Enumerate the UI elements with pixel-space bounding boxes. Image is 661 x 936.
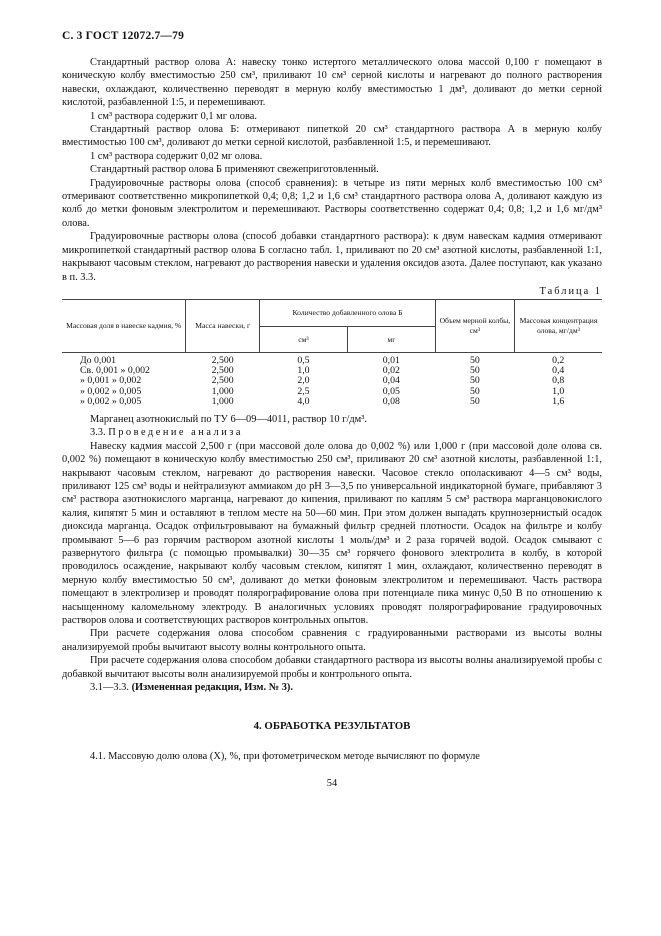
table-cell: 50	[469, 375, 480, 387]
table-header-flask-volume: Объем мерной колбы, см³	[435, 299, 514, 352]
table-row	[62, 352, 602, 366]
table-cell: 0,4	[552, 365, 565, 377]
table-cell: 50	[469, 385, 480, 397]
table-cell: 4,0	[297, 395, 310, 407]
table-cell: » 0,001 » 0,002	[80, 375, 142, 387]
table-header-mass-fraction: Массовая доля в навеске кадмия, %	[62, 299, 186, 352]
table-cell: 1,0	[297, 365, 310, 377]
subsection-number: 3.3.	[90, 427, 106, 439]
table-cell: » 0,002 » 0,005	[80, 395, 142, 407]
table-cell: 2,500	[211, 365, 234, 377]
data-table	[62, 299, 602, 407]
table-row	[62, 397, 602, 407]
table-cell: 1,000	[211, 395, 234, 407]
page-number: 54	[326, 777, 338, 789]
paragraph-standard-a: Стандартный раствор олова А: навеску тонко истертого металлического олова массой 0,100 г помещают в коническую колбу вместимостью 250 см³, приливают 10 см³ серной кислоты и нагревают до полного растворения навески, охлаждают, количественно переводят в мерную колбу вместимостью 1 дм³, доливают до метки серной кислотой, разбавленной 1:5, и перемешивают.	[62, 57, 602, 109]
paragraph-addition-calc: При расчете содержания олова способом добавки стандартного раствора из высоты волны анализируемой пробы с добавкой вычитают высоты волн анализируемой пробы и контрольного опыта.	[62, 655, 602, 680]
paragraph-manganese: Марганец азотнокислый по ТУ 6—09—4011, раствор 10 г/дм³.	[90, 413, 367, 425]
table-cell: 1,0	[552, 385, 565, 397]
paragraph-calibration-addition: Градуировочные растворы олова (способ добавки стандартного раствора): к двум навескам кадмия отмеривают микропипеткой стандартный раствор олова Б согласно табл. 1, приливают по 20 см³ азотной кислоты, разбавленной 1:1, накрывают часовым стеклом, нагревают до растворения навески и удаления оксидов азота. Далее поступают, как указано в п. 3.3.	[62, 231, 602, 283]
table-cell: 2,0	[297, 375, 310, 387]
table-cell: 0,2	[552, 354, 565, 366]
table-cell: 0,02	[382, 365, 400, 377]
table-row	[62, 387, 602, 397]
paragraph-standard-b: Стандартный раствор олова Б: отмеривают пипеткой 20 см³ стандартного раствора А в мерную колбу вместимостью 100 см³, доливают до метки серной кислотой, разбавленной 1:5, и перемешивают.	[62, 124, 602, 149]
table-cell: 0,04	[382, 375, 400, 387]
table-cell: 2,500	[211, 354, 234, 366]
table-cell: 0,01	[382, 354, 400, 366]
table-cell: 0,5	[297, 354, 310, 366]
paragraph-calibration-comparison: Градуировочные растворы олова (способ сравнения): в четыре из пяти мерных колб вместимостью 100 см³ отмеривают соответственно микропипеткой 0,4; 0,8; 1,2 и 1,6 см³ стандартного раствора олова А, доливают каждую из колб до метки фоновым электролитом и перемешивают. Растворы соответственно содержат 0,4; 0,8; 1,2 и 1,6 мг/дм³ олова.	[62, 177, 602, 229]
section-4-title: 4. ОБРАБОТКА РЕЗУЛЬТАТОВ	[253, 720, 411, 733]
table-cell: 0,05	[382, 385, 400, 397]
amendment-prefix: 3.1—3.3.	[90, 682, 129, 694]
table-cell: 2,5	[297, 385, 310, 397]
table-cell: 50	[469, 365, 480, 377]
subsection-heading	[62, 426, 602, 439]
paragraph-a-content: 1 см³ раствора содержит 0,1 мг олова.	[90, 110, 258, 122]
document-page	[62, 30, 602, 789]
table-row	[62, 366, 602, 376]
table-cell: 0,8	[552, 375, 565, 387]
table-cell: 1,000	[211, 385, 234, 397]
paragraph-b-fresh: Стандартный раствор олова Б применяют свежеприготовленный.	[90, 164, 379, 176]
amendment-note	[62, 681, 602, 694]
table-row	[62, 376, 602, 386]
table-header-mg: мг	[347, 327, 435, 352]
table-cell: Св. 0,001 » 0,002	[80, 365, 150, 377]
table-cell: 50	[469, 395, 480, 407]
table-header-added-tin: Количество добавленного олова Б	[260, 299, 436, 327]
paragraph-analysis-procedure: Навеску кадмия массой 2,500 г (при массовой доле олова до 0,002 %) или 1,000 г (при массовой доле олова св. 0,002 %) помещают в коническую колбу вместимостью 250 см³, приливают 20 см³ азотной кислоты, разбавленной 1:1, накрывают часовым стеклом, нагревают до растворения навески. Часовое стекло ополаскивают 4—5 см³ воды, приливают 125 см³ воды и нейтрализуют аммиаком до рН 3—3,5 по универсальной индикаторной бумаге, прибавляют 3 см³ раствора азотнокислого марганца, нагревают до кипения, приливают по каплям 5 см³ раствора марганцовокислого калия, кипятят 5 мин и оставляют в теплом месте на 50—60 мин. При этом должен выпадать крупнозернистый осадок диоксида марганца. Осадок отфильтровывают на бумажный фильтр средней плотности. Осадок на фильтре и колбу промывают 5—6 раз горячим раствором азотной кислоты 1 моль/дм³ и 2 раза горячей водой. Осадок смывают с развернутого фильтра (с помощью промывалки) 30—35 см³ горячего фонового электролита в колбу, в которой проводилось осаждение, накрывают колбу часовым стеклом, кипятят 1 мин, охлаждают, количественно переводят в мерную колбу вместимостью 50 см³, доливают до метки фоновым электролитом и перемешивают. Часть раствора помещают в электролизер и проводят полярографирование олова при потенциале пика минус 0,50 В по отношению к насыщенному каломельному электроду. В аналогичных условиях проводят полярографирование градуировочных растворов олова и соответствующих растворов контрольных опытов.	[62, 440, 602, 627]
table-cell: До 0,001	[80, 354, 117, 366]
table-cell: 1,6	[552, 395, 565, 407]
page-header: С. 3 ГОСТ 12072.7—79	[62, 30, 185, 42]
table-body	[62, 352, 602, 407]
subsection-title: Проведение анализа	[108, 427, 243, 439]
table-header-concentration: Массовая концентрация олова, мг/дм³	[514, 299, 602, 352]
table-caption: Таблица 1	[539, 285, 602, 297]
amendment-text: (Измененная редакция, Изм. № 3).	[131, 682, 293, 694]
table-cell: 0,08	[382, 395, 400, 407]
table-header-cm3: см³	[260, 327, 348, 352]
paragraph-4-1: 4.1. Массовую долю олова (X), %, при фотометрическом методе вычисляют по формуле	[90, 751, 480, 763]
table-cell: » 0,002 » 0,005	[80, 385, 142, 397]
paragraph-comparison-calc: При расчете содержания олова способом сравнения с градуированными растворами из высоты волны анализируемой пробы вычитают высоту волны контрольного опыта.	[62, 628, 602, 653]
table-cell: 50	[469, 354, 480, 366]
table-cell: 2,500	[211, 375, 234, 387]
table-header-sample-mass: Масса навески, г	[186, 299, 260, 352]
paragraph-b-content: 1 см³ раствора содержит 0,02 мг олова.	[90, 150, 263, 162]
